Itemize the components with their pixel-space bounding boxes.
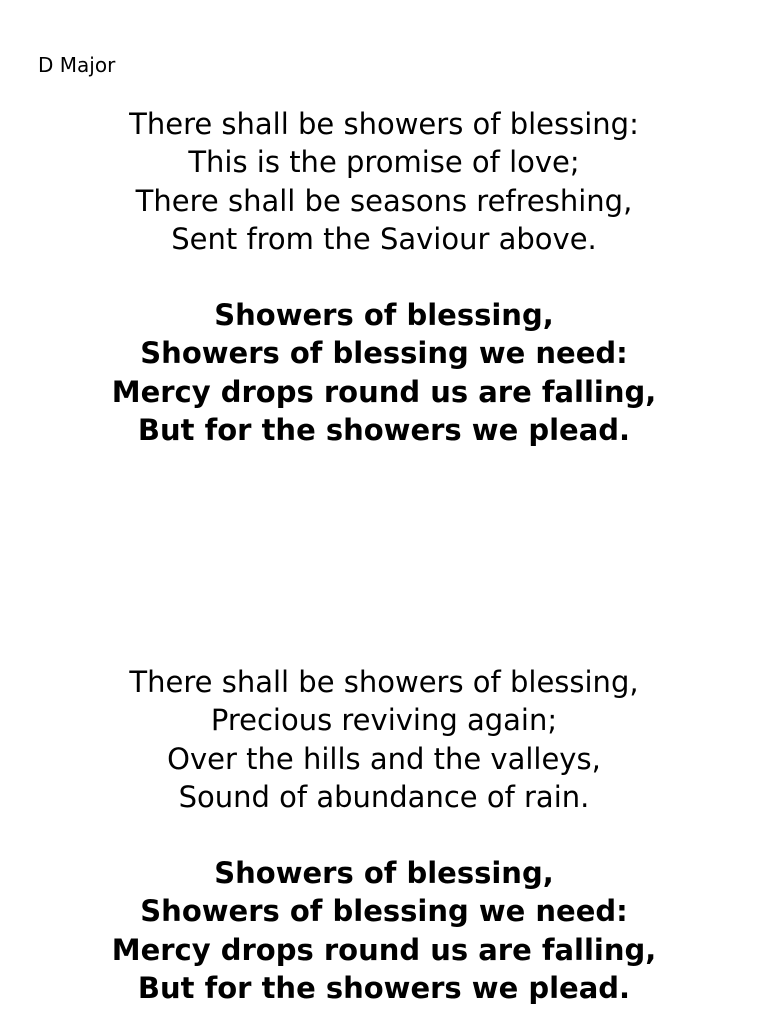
hymn-section-2 — [0, 663, 768, 1007]
verse-line: This is the promise of love; — [188, 145, 580, 180]
key-signature-label: D Major — [38, 53, 116, 77]
verse-line: Precious reviving again; — [210, 703, 558, 738]
chorus-line: But for the showers we plead. — [137, 971, 631, 1006]
chorus-line: Mercy drops round us are falling, — [111, 374, 657, 409]
chorus-line: Showers of blessing, — [214, 298, 554, 333]
verse-line: There shall be seasons refreshing, — [135, 183, 633, 218]
verse-line: There shall be showers of blessing, — [129, 665, 639, 699]
verse-line: Sent from the Saviour above. — [171, 221, 597, 256]
chorus-block — [0, 296, 768, 449]
chorus-line: Showers of blessing we need: — [140, 894, 628, 929]
verse-block — [0, 105, 768, 258]
hymn-section-1 — [0, 105, 768, 449]
verse-block — [0, 663, 768, 816]
chorus-line: Mercy drops round us are falling, — [111, 932, 657, 967]
chorus-line: Showers of blessing, — [214, 856, 554, 891]
chorus-line: But for the showers we plead. — [137, 413, 631, 448]
verse-line: Sound of abundance of rain. — [178, 779, 590, 814]
verse-line: Over the hills and the valleys, — [167, 741, 601, 776]
chorus-block — [0, 854, 768, 1007]
verse-line: There shall be showers of blessing: — [129, 107, 639, 141]
chorus-line: Showers of blessing we need: — [140, 336, 628, 371]
